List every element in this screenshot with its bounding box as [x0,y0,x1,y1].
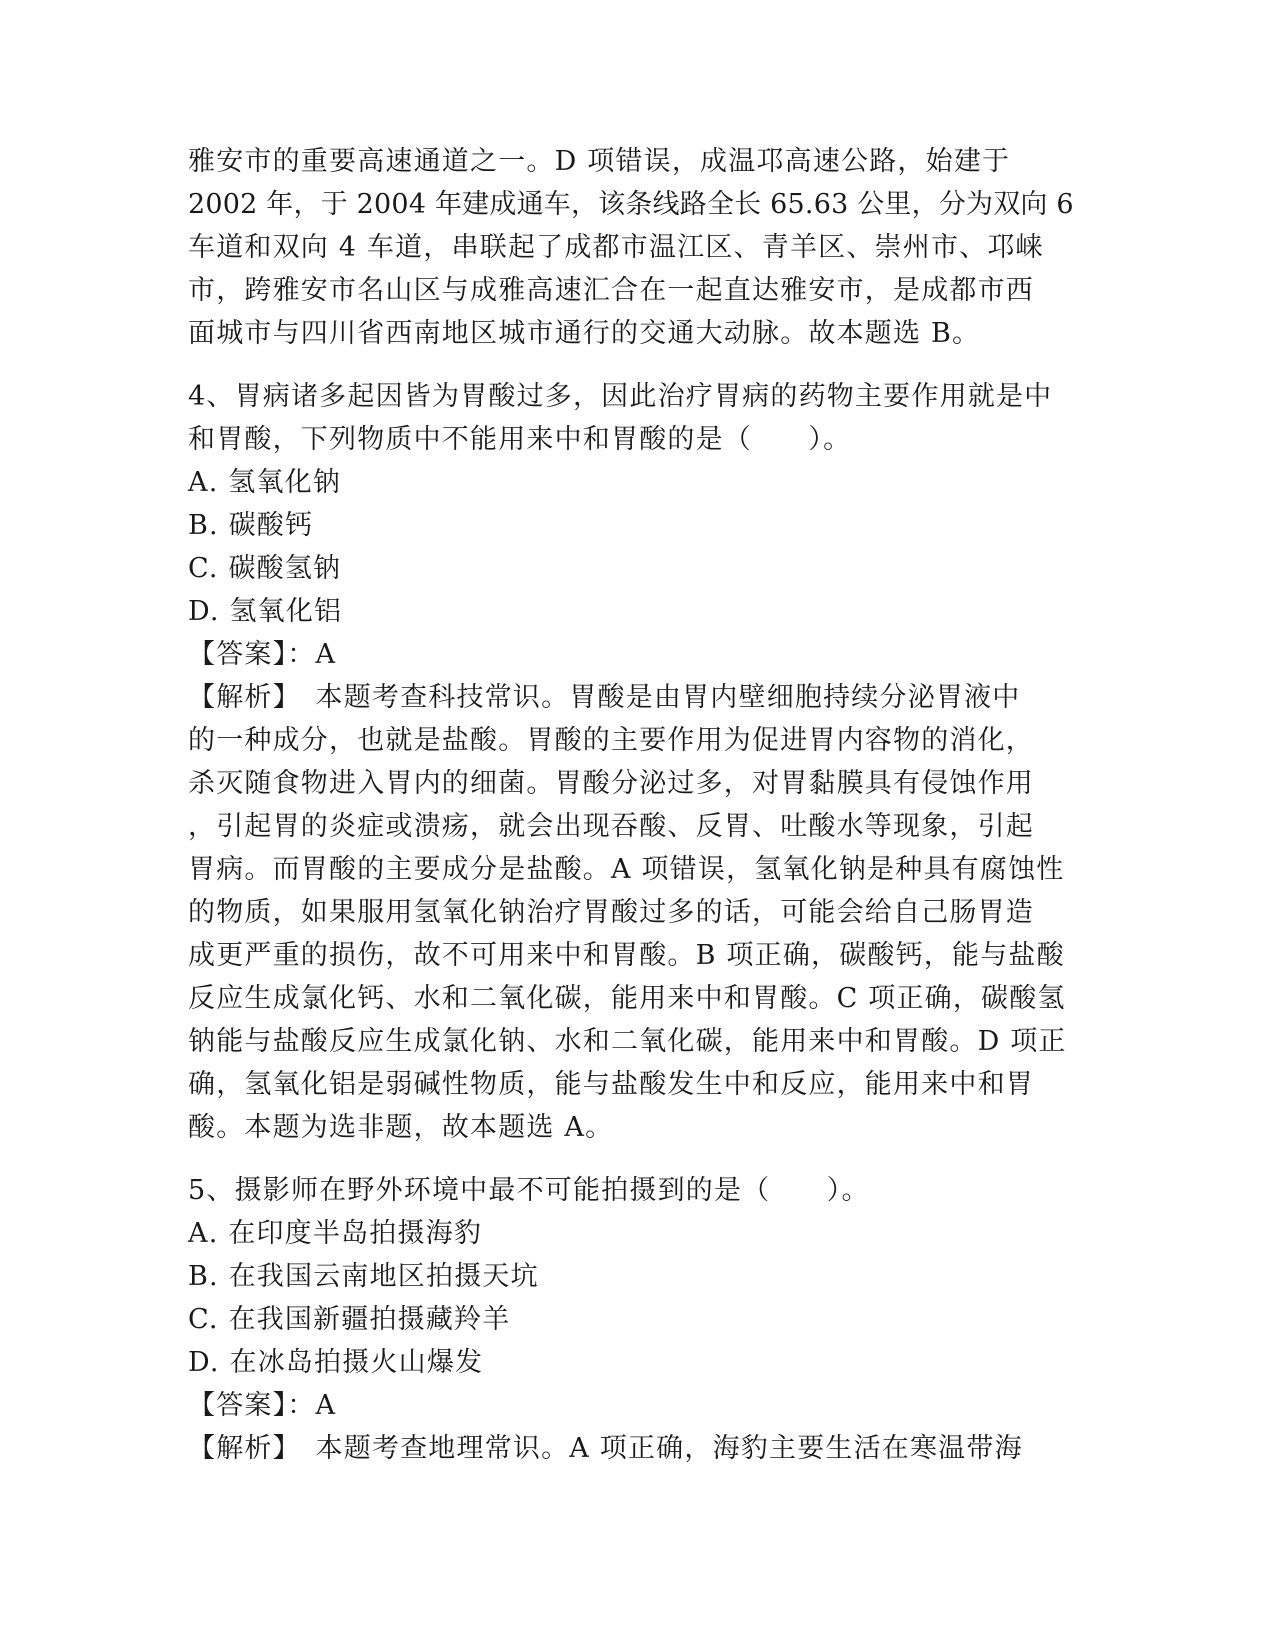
option-d: D. 氢氧化铝 [188,596,343,627]
question-stem: 5、摄影师在野外环境中最不可能拍摄到的是（ ）。 [188,1175,870,1206]
analysis-line: 酸。本题为选非题，故本题选 A。 [188,1112,614,1143]
analysis-line: 确，氢氧化铝是弱碱性物质，能与盐酸发生中和反应，能用来中和胃 [188,1069,1034,1100]
question-stem: 和胃酸，下列物质中不能用来中和胃酸的是（ ）。 [188,424,852,455]
analysis-line: 成更严重的损伤，故不可用来中和胃酸。B 项正确，碳酸钙，能与盐酸 [188,940,1065,971]
analysis-line: 反应生成氯化钙、水和二氧化碳，能用来中和胃酸。C 项正确，碳酸氢 [188,983,1066,1014]
option-c: C. 碳酸氢钠 [188,553,342,584]
analysis-line: 胃病。而胃酸的主要成分是盐酸。A 项错误，氢氧化钠是种具有腐蚀性 [188,854,1065,885]
analysis-line: 【解析】 本题考查地理常识。A 项正确，海豹主要生活在寒温带海 [188,1433,1023,1464]
analysis-line: 的物质，如果服用氢氧化钠治疗胃酸过多的话，可能会给自己肠胃造 [188,897,1034,928]
analysis-line: 的一种成分，也就是盐酸。胃酸的主要作用为促进胃内容物的消化， [188,725,1034,756]
option-a: A. 在印度半岛拍摄海豹 [188,1218,483,1249]
option-c: C. 在我国新疆拍摄藏羚羊 [188,1304,511,1335]
analysis-line: 杀灭随食物进入胃内的细菌。胃酸分泌过多，对胃黏膜具有侵蚀作用 [188,768,1034,799]
answer-line: 【答案】：A [188,639,337,670]
text-line: 车道和双向 4 车道，串联起了成都市温江区、青羊区、崇州市、邛崃 [188,232,1044,263]
option-d: D. 在冰岛拍摄火山爆发 [188,1347,484,1378]
text-line: 雅安市的重要高速通道之一。D 项错误，成温邛高速公路，始建于 [188,146,1011,177]
question-stem: 4、胃病诸多起因皆为胃酸过多，因此治疗胃病的药物主要作用就是中 [188,381,1053,412]
option-b: B. 在我国云南地区拍摄天坑 [188,1261,539,1292]
analysis-line: 钠能与盐酸反应生成氯化钠、水和二氧化碳，能用来中和胃酸。D 项正 [188,1026,1067,1057]
option-a: A. 氢氧化钠 [188,467,342,498]
analysis-line: 【解析】 本题考查科技常识。胃酸是由胃内壁细胞持续分泌胃液中 [188,682,1021,713]
option-b: B. 碳酸钙 [188,510,314,541]
answer-line: 【答案】：A [188,1390,337,1421]
text-line: 市，跨雅安市名山区与成雅高速汇合在一起直达雅安市，是成都市西 [188,275,1034,306]
text-line: 2002 年，于 2004 年建成通车，该条线路全长 65.63 公里，分为双向 6 [188,189,1074,220]
analysis-line: ，引起胃的炎症或溃疡，就会出现吞酸、反胃、吐酸水等现象，引起 [188,811,1034,842]
text-line: 面城市与四川省西南地区城市通行的交通大动脉。故本题选 B。 [188,318,981,349]
